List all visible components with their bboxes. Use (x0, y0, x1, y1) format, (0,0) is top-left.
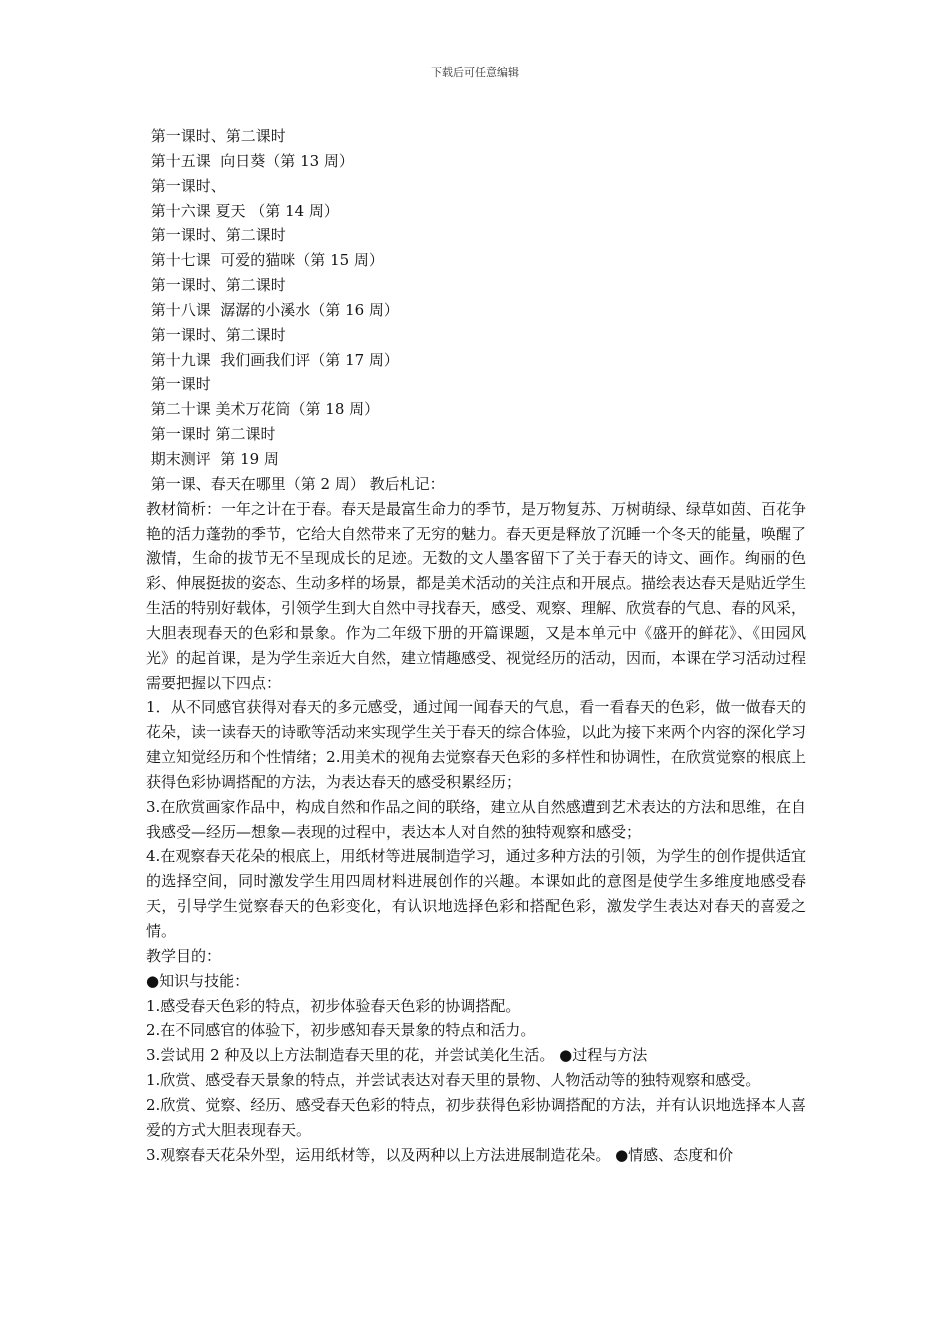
point-4-paragraph: 4.在观察春天花朵的根底上，用纸材等进展制造学习，通过多种方法的引领，为学生的创作提供适宜的选择空间，同时激发学生用四周材料进展创作的兴趣。本课如此的意图是使学生多维度地感受春天，引导学生觉察春天的色彩变化，有认识地选择色彩和搭配色彩，激发学生表达对春天的喜爱之情。 (146, 847, 806, 940)
schedule-line: 第一课时 第二课时 (146, 425, 276, 444)
page-header: 下载后可任意编辑 (431, 66, 519, 79)
goal-item: 3.尝试用 2 种及以上方法制造春天里的花，并尝试美化生活。 ●过程与方法 (146, 1046, 648, 1065)
schedule-line: 期末测评 第 19 周 (146, 449, 279, 468)
lesson-title: 第一课、春天在哪里（第 2 周） 教后札记： (146, 474, 445, 493)
schedule-line: 第一课时、第二课时 (146, 226, 286, 245)
schedule-line: 第十七课 可爱的猫咪（第 15 周） (146, 251, 384, 270)
goal-item: 2.在不同感官的体验下，初步感知春天景象的特点和活力。 (146, 1021, 536, 1040)
schedule-line: 第一课时、 (146, 176, 226, 195)
document-body (146, 124, 806, 1167)
teaching-goals-heading: 教学目的： (146, 946, 222, 965)
schedule-line: 第二十课 美术万花筒（第 18 周） (146, 400, 380, 419)
schedule-line: 第一课时、第二课时 (146, 276, 286, 295)
schedule-line: 第十八课 潺潺的小溪水（第 16 周） (146, 300, 399, 319)
schedule-line: 第一课时、第二课时 (146, 127, 286, 145)
schedule-line: 第十六课 夏天 （第 14 周） (146, 201, 339, 220)
point-3-paragraph: 3.在欣赏画家作品中，构成自然和作品之间的联络，建立从自然感遭到艺术表达的方法和思维，在自我感受—经历—想象—表现的过程中，表达本人对自然的独特观察和感受； (146, 797, 806, 841)
goal-item: 2.欣赏、觉察、经历、感受春天色彩的特点，初步获得色彩协调搭配的方法，并有认识地选择本人喜爱的方式大胆表现春天。 (146, 1095, 806, 1139)
material-analysis-paragraph: 教材简析：一年之计在于春。春天是最富生命力的季节，是万物复苏、万树萌绿、绿草如茵、百花争艳的活力蓬勃的季节，它给大自然带来了无穷的魅力。春天更是释放了沉睡一个冬天的能量，唤醒了激情，生命的拔节无不呈现成长的足迹。无数的文人墨客留下了关于春天的诗文、画作。绚丽的色彩、伸展挺拔的姿态、生动多样的场景，都是美术活动的关注点和开展点。描绘表达春天是贴近学生生活的特别好载体，引领学生到大自然中寻找春天，感受、观察、理解、欣赏春的气息、春的风采，大胆表现春天的色彩和景象。作为二年级下册的开篇课题，又是本单元中《盛开的鲜花》、《田园风光》的起首课，是为学生亲近大自然，建立情趣感受、视觉经历的活动，因而，本课在学习活动过程需要把握以下四点： (146, 499, 807, 692)
knowledge-skills-heading: ●知识与技能： (146, 971, 250, 990)
schedule-line: 第一课时、第二课时 (146, 325, 286, 344)
point-1-paragraph: 1．从不同感官获得对春天的多元感受，通过闻一闻春天的气息，看一看春天的色彩，做一做春天的花朵，读一读春天的诗歌等活动来实现学生关于春天的综合体验，以此为接下来两个内容的深化学习建立知觉经历和个性情绪；2.用美术的视角去觉察春天色彩的多样性和协调性，在欣赏觉察的根底上获得色彩协调搭配的方法，为表达春天的感受积累经历； (146, 698, 807, 791)
goal-item: 1.欣赏、感受春天景象的特点，并尝试表达对春天里的景物、人物活动等的独特观察和感受。 (146, 1071, 761, 1090)
schedule-line: 第十五课 向日葵（第 13 周） (146, 151, 354, 170)
goal-item: 3.观察春天花朵外型，运用纸材等，以及两种以上方法进展制造花朵。 ●情感、态度和价 (146, 1145, 734, 1164)
goal-item: 1.感受春天色彩的特点，初步体验春天色彩的协调搭配。 (146, 996, 521, 1015)
schedule-line: 第十九课 我们画我们评（第 17 周） (146, 350, 399, 369)
schedule-line: 第一课时 (146, 375, 211, 394)
